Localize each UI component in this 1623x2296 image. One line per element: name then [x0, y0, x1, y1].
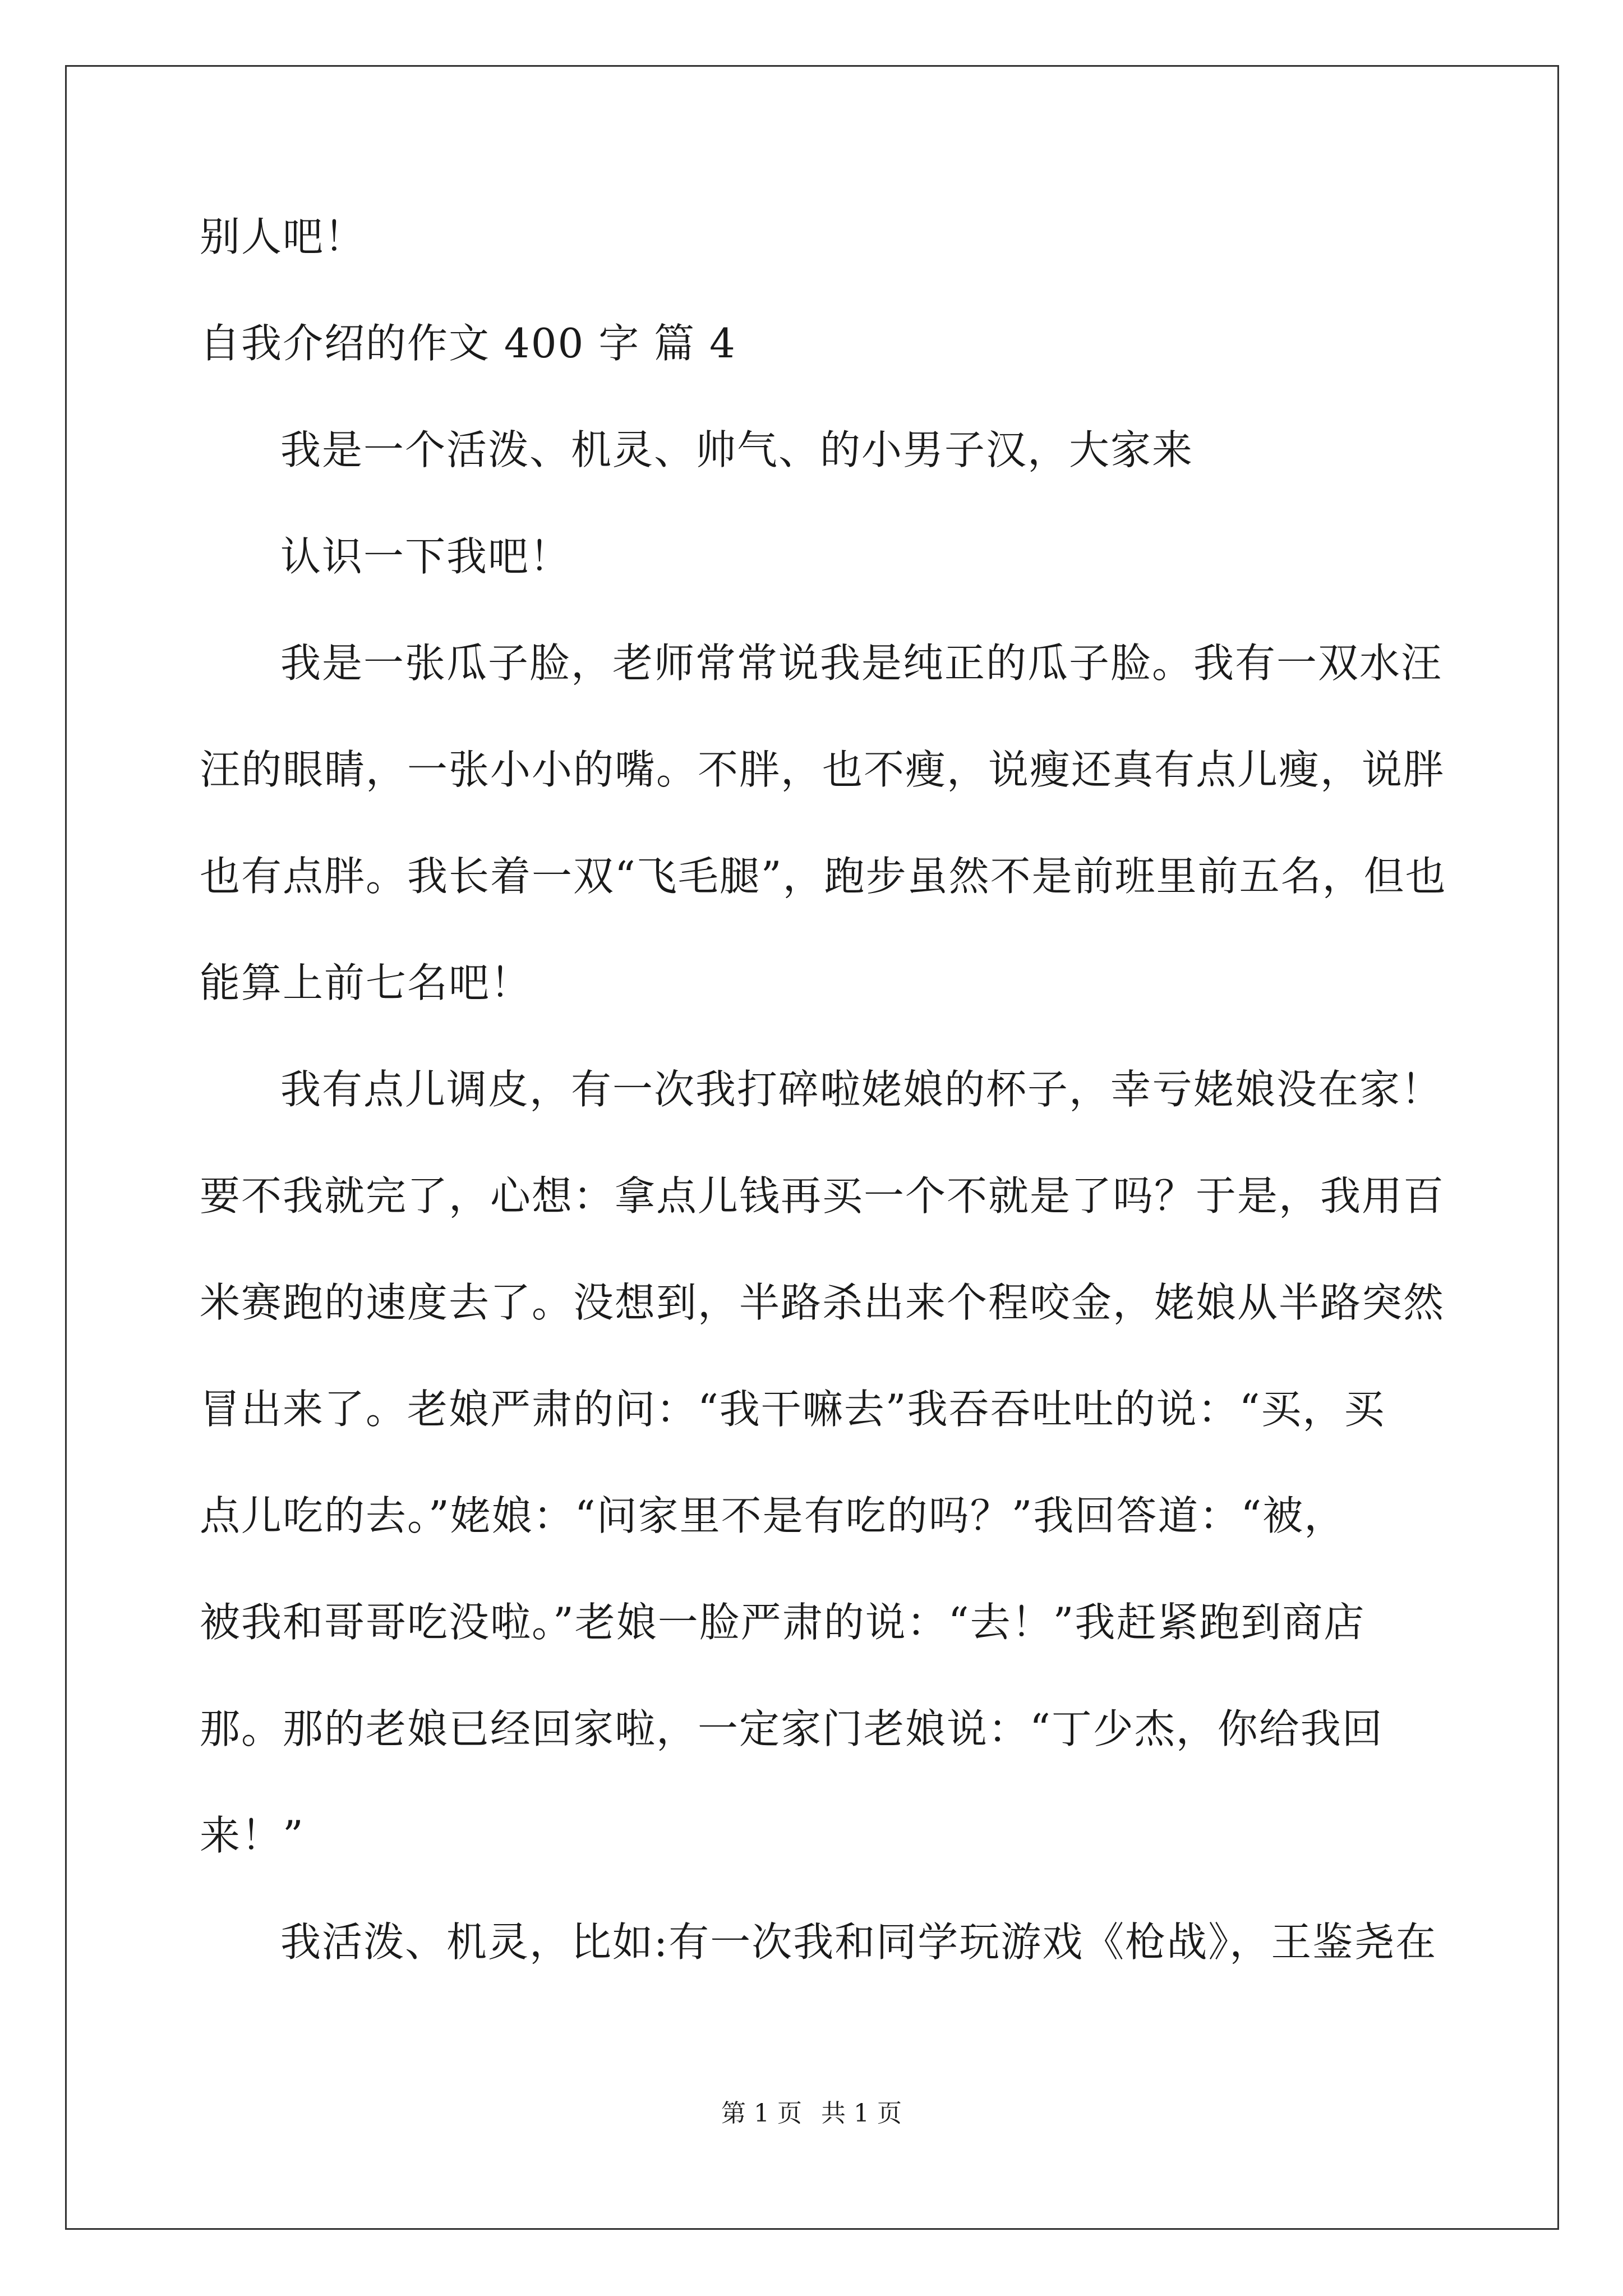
text-line: 冒出来了。老娘严肃的问：“我干嘛去”我吞吞吐吐的说：“买，买: [200, 1386, 1386, 1433]
text-line: 米赛跑的速度去了。没想到，半路杀出来个程咬金，姥娘从半路突然: [200, 1279, 1445, 1326]
text-line: 能算上前七名吧！: [200, 959, 532, 1006]
text-line: 我有点儿调皮，有一次我打碎啦姥娘的杯子，幸亏姥娘没在家！: [280, 1066, 1443, 1113]
text-line: 认识一下我吧！: [280, 533, 571, 580]
text-line: 要不我就完了，心想：拿点儿钱再买一个不就是了吗？于是，我用百: [200, 1172, 1445, 1220]
page-number: 第 1 页: [721, 2099, 802, 2128]
text-line: 我是一个活泼、机灵、帅气、的小男子汉，大家来: [280, 426, 1194, 473]
text-line: 我活泼、机灵，比如:有一次我和同学玩游戏《枪战》，王鉴尧在: [280, 1918, 1437, 1966]
text-line: 被我和哥哥吃没啦。”老娘一脸严肃的说：“去！”我赶紧跑到商店: [200, 1599, 1366, 1646]
text-line: 点儿吃的去。”姥娘：“问家里不是有吃的吗？”我回答道：“被，: [200, 1492, 1346, 1539]
text-line: 汪的眼睛，一张小小的嘴。不胖，也不瘦，说瘦还真有点儿瘦，说胖: [200, 746, 1445, 793]
text-line: 别人吧！: [200, 213, 366, 260]
page-footer: [0, 2098, 1623, 2129]
page-total: 共 1 页: [821, 2099, 902, 2128]
text-line: 来！”: [200, 1812, 305, 1859]
text-line: 那。那的老娘已经回家啦，一定家门老娘说：“丁少杰，你给我回: [200, 1705, 1384, 1752]
text-line: 也有点胖。我长着一双“飞毛腿”，跑步虽然不是前班里前五名，但也: [200, 853, 1447, 900]
page-border: [65, 65, 1559, 2230]
essay-heading: 自我介绍的作文 400 字 篇 4: [200, 320, 736, 367]
text-line: 我是一张瓜子脸，老师常常说我是纯正的瓜子脸。我有一双水汪: [280, 639, 1443, 687]
